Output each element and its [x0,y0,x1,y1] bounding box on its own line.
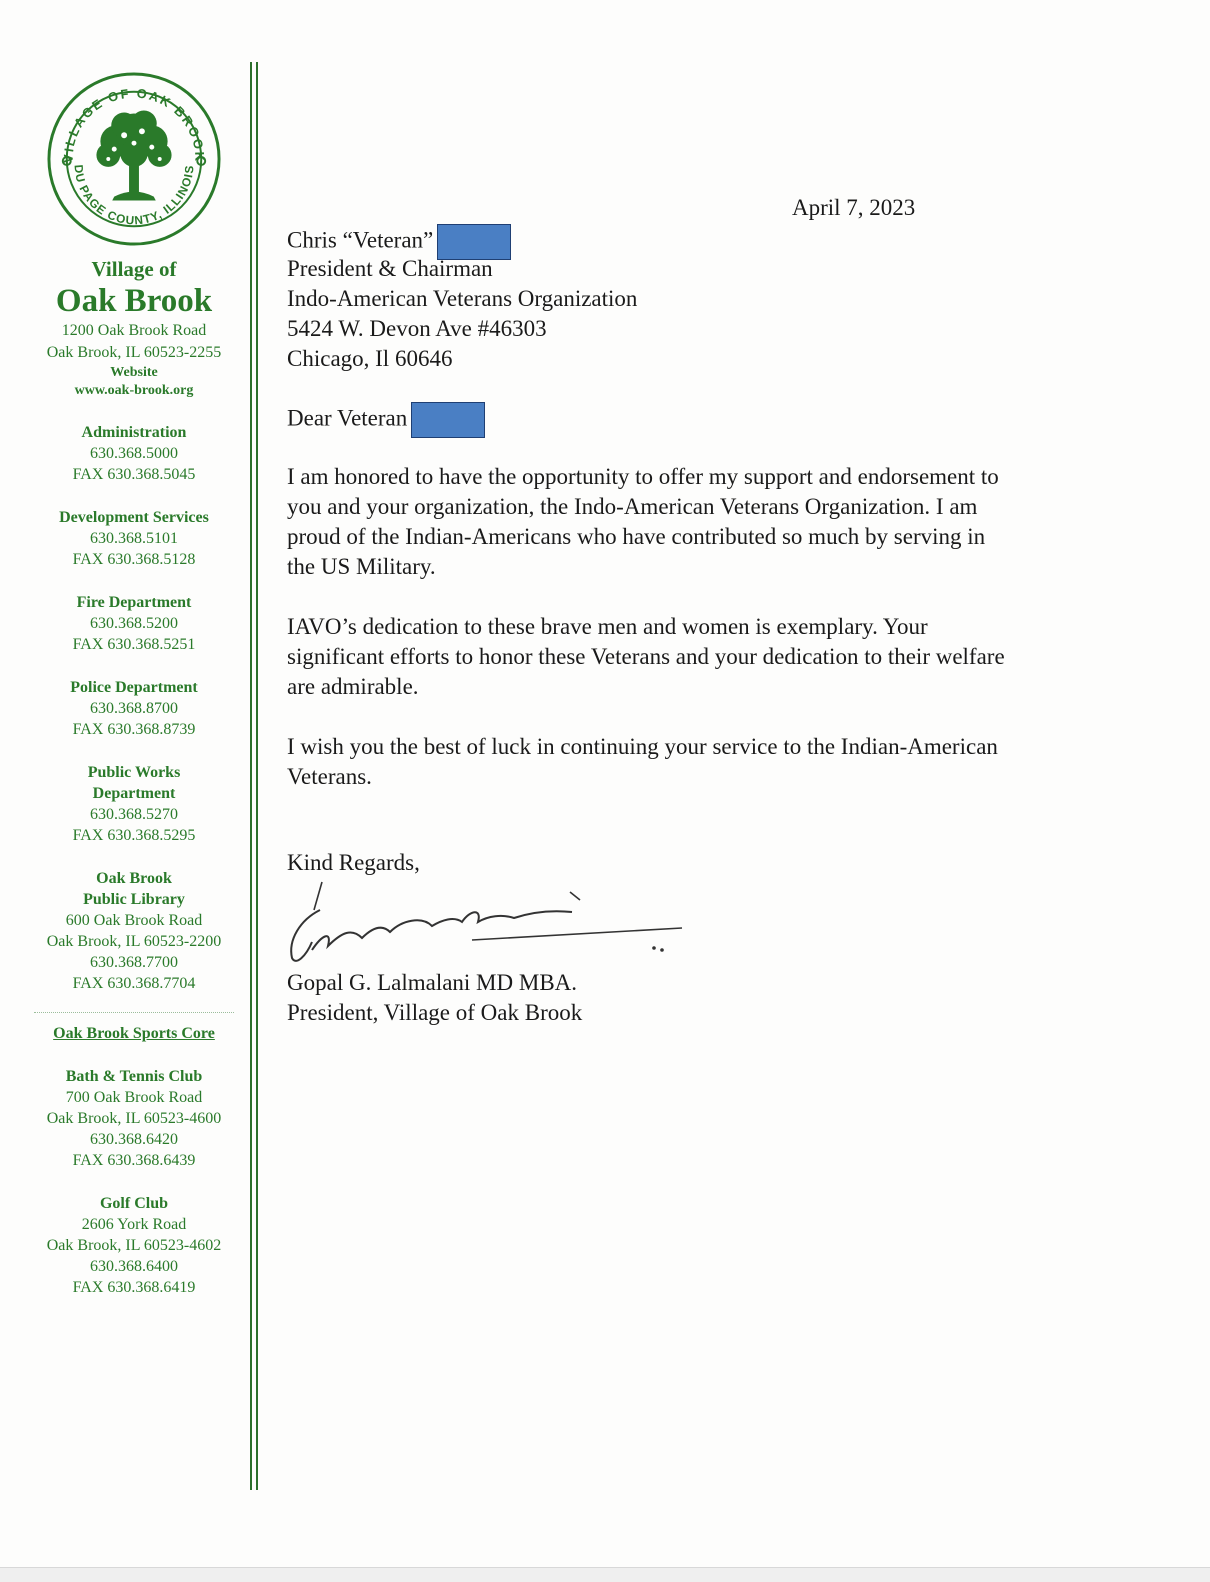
dept-fax: FAX 630.368.7704 [72,975,196,992]
club-address: 2606 York Road [81,1216,187,1233]
dept-name-line1: Oak Brook [96,870,172,887]
dept-name: Development Services [59,509,209,526]
village-of-label: Village of [91,257,177,281]
dept-phone: 630.368.5200 [90,615,178,632]
dept-police [18,677,250,740]
signer-name: Gopal G. Lalmalani MD MBA. [287,970,578,995]
club-city: Oak Brook, IL 60523-4602 [46,1237,222,1254]
club-bath-tennis [18,1066,250,1171]
dept-administration [18,422,250,485]
svg-text:VILLAGE OF OAK BROOK: VILLAGE OF OAK BROOK [60,85,208,164]
dept-name-line2: Public Library [83,891,185,908]
dept-fax: FAX 630.368.5295 [72,827,196,844]
village-name: Oak Brook [55,283,213,319]
letterhead-sidebar [18,70,250,1298]
club-name: Bath & Tennis Club [65,1068,203,1085]
salutation-row [287,402,485,438]
recipient-name: Chris “Veteran” [287,227,434,253]
dept-name: Administration [81,424,187,441]
club-address: 700 Oak Brook Road [65,1089,203,1106]
dept-name: Fire Department [76,594,192,611]
dept-address: 600 Oak Brook Road [65,912,203,929]
website-url: www.oak-brook.org [74,383,194,398]
signature-icon [282,880,702,980]
sidebar-divider-left [250,62,252,1490]
svg-text:DU PAGE COUNTY, ILLINOIS: DU PAGE COUNTY, ILLINOIS [71,164,197,228]
letter-paragraph: I am honored to have the opportunity to offer my support and endorsement to you and your organization, the Indo-American Veterans Organization. I am proud of the Indian-Americans who have contributed so much by serving in the US Military. [287,464,999,579]
club-phone: 630.368.6400 [90,1258,178,1275]
signer-title: President, Village of Oak Brook [287,1000,583,1025]
signer-block [287,968,582,1028]
village-address-line1: 1200 Oak Brook Road [61,322,207,339]
club-phone: 630.368.6420 [90,1131,178,1148]
letter-date: April 7, 2023 [792,195,916,220]
dept-phone: 630.368.7700 [90,954,178,971]
club-golf [18,1193,250,1298]
recipient-street: 5424 W. Devon Ave #46303 [287,316,547,341]
dept-development-services [18,507,250,570]
village-address-line2: Oak Brook, IL 60523-2255 [46,344,222,361]
redaction-box [411,402,485,438]
recipient-title: President & Chairman [287,256,493,281]
dept-name: Police Department [70,679,198,696]
dept-public-library [18,868,250,994]
letter-paragraph: IAVO’s dedication to these brave men and women is exemplary. Your significant efforts to honor these Veterans and your dedication to their welfare are admirable. [287,614,1005,699]
letter-paragraph: I wish you the best of luck in continuing your service to the Indian-American Veterans. [287,734,998,789]
scan-bottom-edge [0,1567,1210,1582]
dept-public-works [18,762,250,846]
recipient-name-row [287,224,637,254]
dept-phone: 630.368.5270 [90,806,178,823]
club-city: Oak Brook, IL 60523-4600 [46,1110,222,1127]
dept-name-line1: Public Works [87,764,181,781]
recipient-city: Chicago, Il 60646 [287,346,453,371]
club-fax: FAX 630.368.6439 [72,1152,196,1169]
recipient-address [287,224,637,374]
dept-fax: FAX 630.368.5251 [72,636,196,653]
village-seal-icon [45,70,223,248]
sidebar-divider-right [256,62,258,1490]
dept-city: Oak Brook, IL 60523-2200 [46,933,222,950]
dept-fax: FAX 630.368.5045 [72,466,196,483]
dept-fax: FAX 630.368.8739 [72,721,196,738]
dept-phone: 630.368.8700 [90,700,178,717]
letter-closing: Kind Regards, [287,850,420,875]
dept-name-line2: Department [92,785,176,802]
dept-phone: 630.368.5101 [90,530,178,547]
dept-fax: FAX 630.368.5128 [72,551,196,568]
dept-phone: 630.368.5000 [90,445,178,462]
website-label: Website [110,365,158,380]
salutation: Dear Veteran [287,405,408,431]
recipient-org: Indo-American Veterans Organization [287,286,638,311]
club-fax: FAX 630.368.6419 [72,1279,196,1296]
dept-fire [18,592,250,655]
club-name: Golf Club [99,1195,168,1212]
sports-core-heading: Oak Brook Sports Core [34,1012,234,1044]
